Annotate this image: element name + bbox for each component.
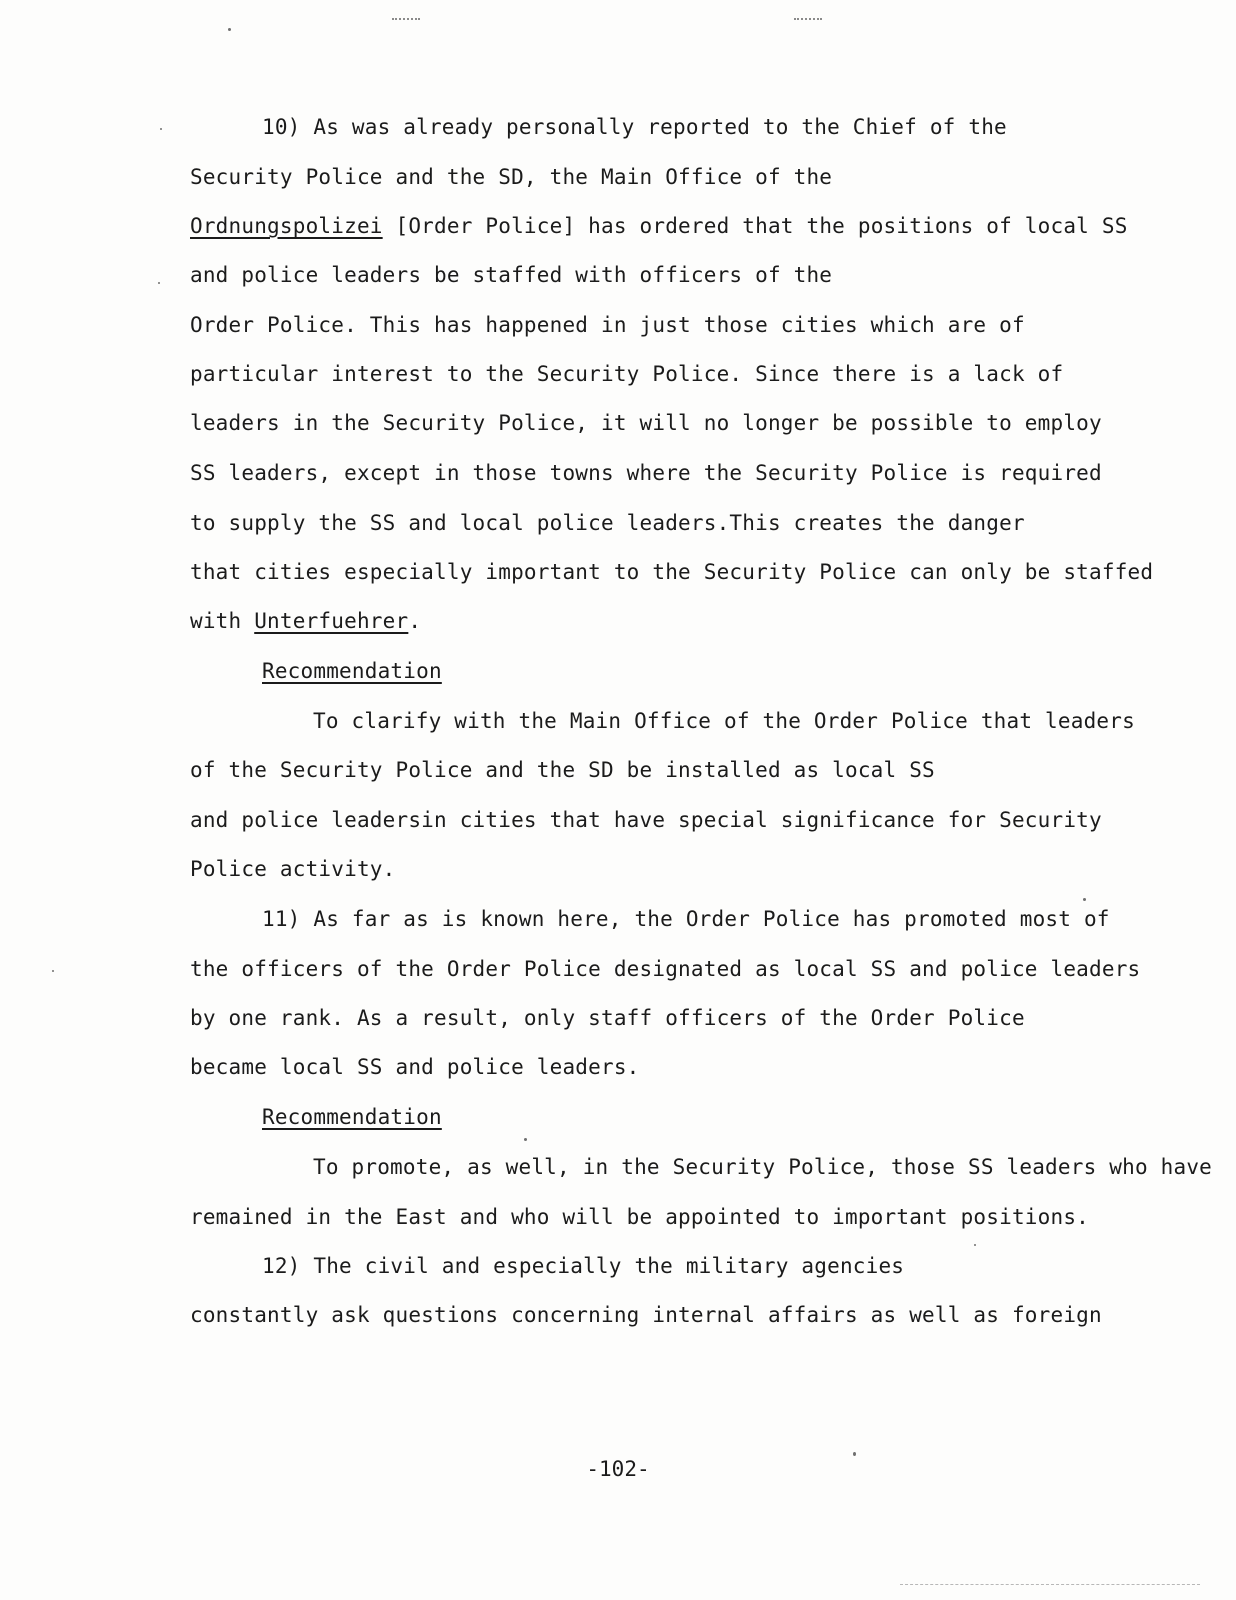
text-line: to supply the SS and local police leaders.This creates the danger bbox=[190, 511, 1025, 535]
text-line: Security Police and the SD, the Main Office of the bbox=[190, 165, 833, 189]
text-run: with bbox=[190, 609, 255, 633]
text-line bbox=[190, 608, 421, 634]
text-line: by one rank. As a result, only staff officers of the Order Police bbox=[190, 1006, 1025, 1030]
text-line: became local SS and police leaders. bbox=[190, 1055, 640, 1079]
text-line: SS leaders, except in those towns where the Security Police is required bbox=[190, 461, 1102, 485]
scan-speck bbox=[52, 970, 54, 972]
text-line bbox=[190, 213, 1128, 239]
recommendation-heading: Recommendation bbox=[262, 659, 442, 683]
scan-artifact-line bbox=[900, 1584, 1200, 1585]
scan-speck bbox=[228, 28, 231, 31]
text-line: To clarify with the Main Office of the Order Police that leaders bbox=[313, 709, 1135, 733]
text-line: leaders in the Security Police, it will no longer be possible to employ bbox=[190, 411, 1102, 435]
scan-speck bbox=[524, 1138, 527, 1141]
scan-mark bbox=[794, 18, 822, 26]
scan-speck bbox=[158, 282, 160, 284]
text-line: the officers of the Order Police designated as local SS and police leaders bbox=[190, 957, 1141, 981]
text-line: 10) As was already personally reported to the Chief of the bbox=[262, 115, 1007, 139]
text-run: . bbox=[408, 609, 422, 633]
text-line: 12) The civil and especially the military agencies bbox=[262, 1254, 905, 1278]
text-line: that cities especially important to the Security Police can only be staffed bbox=[190, 560, 1154, 584]
text-line: Order Police. This has happened in just those cities which are of bbox=[190, 313, 1025, 337]
text-line: particular interest to the Security Police. Since there is a lack of bbox=[190, 362, 1064, 386]
scan-speck bbox=[1083, 898, 1086, 901]
page-number: -102- bbox=[586, 1457, 650, 1481]
text-line: 11) As far as is known here, the Order Police has promoted most of bbox=[262, 907, 1110, 931]
text-line: of the Security Police and the SD be installed as local SS bbox=[190, 758, 935, 782]
text-line: To promote, as well, in the Security Police, those SS leaders who have bbox=[313, 1155, 1213, 1179]
scan-speck bbox=[974, 1244, 976, 1246]
scan-speck bbox=[853, 1452, 856, 1456]
text-line: constantly ask questions concerning internal affairs as well as foreign bbox=[190, 1303, 1102, 1327]
text-run: [Order Police] has ordered that the positions of local SS bbox=[395, 214, 1128, 238]
text-line: and police leaders be staffed with officers of the bbox=[190, 263, 833, 287]
text-line: Police activity. bbox=[190, 857, 396, 881]
text-line: and police leadersin cities that have special significance for Security bbox=[190, 808, 1102, 832]
underlined-term: Ordnungspolizei bbox=[190, 214, 383, 238]
scan-speck bbox=[160, 128, 162, 130]
text-line: remained in the East and who will be appointed to important positions. bbox=[190, 1205, 1090, 1229]
scan-mark bbox=[392, 18, 420, 26]
recommendation-heading: Recommendation bbox=[262, 1105, 442, 1129]
underlined-term: Unterfuehrer bbox=[254, 609, 409, 633]
